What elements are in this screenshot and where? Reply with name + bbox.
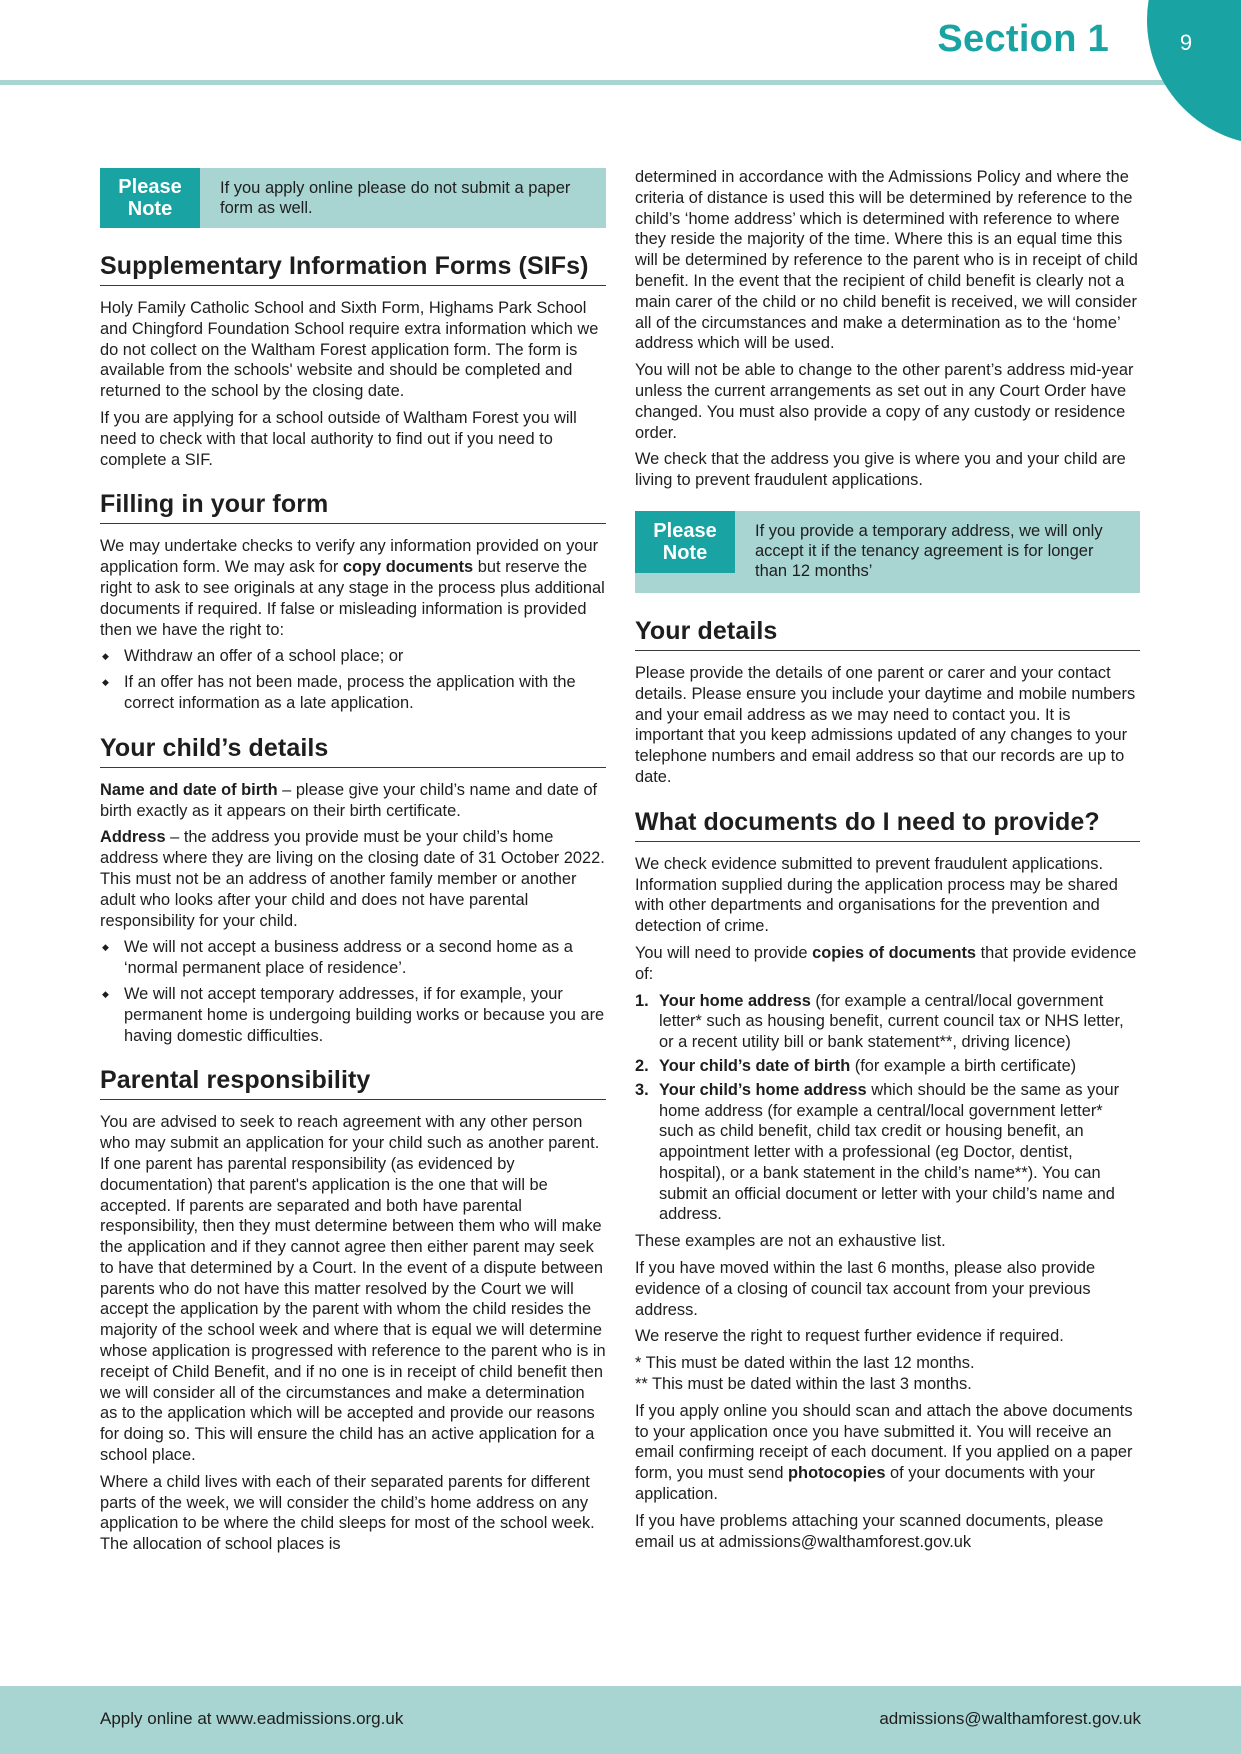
please-note-box: [635, 511, 1140, 593]
left-column: [100, 168, 606, 1561]
documents-paragraph: We check evidence submitted to prevent fraudulent applications. Information supplied during the application process may be shared with other departments and organisations for the prevention and detection of crime.: [635, 854, 1118, 936]
documents-paragraph: These examples are not an exhaustive list.: [635, 1232, 946, 1251]
right-column: [635, 167, 1140, 1558]
sif-heading: Supplementary Information Forms (SIFs): [100, 252, 606, 286]
list-item: ◆ Withdraw an offer of a school place; or: [100, 646, 606, 667]
documents-numbered-list: [635, 991, 1140, 1226]
please-note-text: If you apply online please do not submit a paper form as well.: [220, 179, 571, 217]
page-number: 9: [1179, 30, 1193, 55]
documents-heading: What documents do I need to provide?: [635, 808, 1140, 842]
documents-paragraph: You will need to provide copies of documents that provide evidence of:: [635, 943, 1137, 983]
documents-paragraph: We reserve the right to request further evidence if required.: [635, 1327, 1064, 1346]
continued-paragraph: We check that the address you give is where you and your child are living to prevent fraudulent applications.: [635, 450, 1126, 490]
child-details-heading: Your child’s details: [100, 734, 606, 768]
footer-email-link[interactable]: admissions@walthamforest.gov.uk: [879, 1709, 1141, 1728]
documents-paragraph: If you have problems attaching your scanned documents, please email us at admissions@walthamforest.gov.uk: [635, 1511, 1104, 1551]
child-name-paragraph: Name and date of birth – please give your child’s name and date of birth exactly as it appears on their birth certificate.: [100, 780, 598, 820]
parental-heading: Parental responsibility: [100, 1066, 606, 1100]
filling-bullet-list: [100, 646, 606, 713]
list-item: 3. Your child’s home address which should be the same as your home address (for example a central/local government letter* such as child benefit, child tax credit or housing benefit, an appointment letter with a professional (eg Doctor, dentist, hospital), or a bank statement in the child’s name**). You can submit an official document or letter with your child’s name and address.: [635, 1080, 1120, 1224]
corner-decoration: [1147, 0, 1241, 145]
footer-bar: [0, 1686, 1241, 1754]
list-item: 1. Your home address (for example a central/local government letter* such as housing benefit, current council tax or NHS letter, or a recent utility bill or bank statement**, driving licence): [635, 991, 1124, 1052]
footnotes: * This must be dated within the last 12 months. ** This must be dated within the last 3 months.: [635, 1354, 975, 1394]
continued-paragraph: You will not be able to change to the other parent’s address mid-year unless the current arrangements as set out in any Court Order have changed. You must also provide a copy of any custody or residence order.: [635, 361, 1134, 442]
section-title: Section 1: [937, 18, 1109, 60]
please-note-tag: Please Note: [100, 168, 200, 228]
list-item: ◆ We will not accept temporary addresses, if for example, your permanent home is undergoing building works or because you are having domestic difficulties.: [100, 984, 606, 1046]
filling-heading: Filling in your form: [100, 490, 606, 524]
list-item: ◆ We will not accept a business address or a second home as a ‘normal permanent place of residence’.: [100, 937, 606, 979]
list-item: ◆ If an offer has not been made, process the application with the correct information as a late application.: [100, 672, 606, 714]
please-note-tag: Please Note: [635, 511, 735, 573]
parental-paragraph: Where a child lives with each of their separated parents for different parts of the week, we will consider the child’s home address on any application to be where the child sleeps for most of the school week. The allocation of school places is: [100, 1472, 595, 1554]
please-note-text: If you provide a temporary address, we will only accept it if the tenancy agreement is for longer than 12 months’: [755, 521, 1103, 580]
sif-paragraph: If you are applying for a school outside of Waltham Forest you will need to check with that local authority to find out if you need to complete a SIF.: [100, 408, 577, 469]
your-details-paragraph: Please provide the details of one parent or carer and your contact details. Please ensure you include your daytime and mobile numbers and your email address as we may need to contact you. It is important that you keep admissions updated of any changes to your telephone numbers and email address so that our records are up to date.: [635, 663, 1136, 786]
child-bullet-list: [100, 937, 606, 1046]
continued-paragraph: determined in accordance with the Admissions Policy and where the criteria of distance is used this will be determined by reference to the child’s ‘home address’ which is determined with reference to where they reside the majority of the time. Where this is an equal time this will be determined by reference to the parent who is in receipt of child benefit. In the event that the recipient of child benefit is clearly not a main carer of the child or no child benefit is received, we will consider all of the circumstances and make a determination as to the ‘home’ address which will be used.: [635, 168, 1138, 353]
filling-paragraph: We may undertake checks to verify any information provided on your application form. We may ask for copy documents but reserve the right to ask to see originals at any stage in the process plus additional documents if required. If false or misleading information is provided then we have the right to:: [100, 537, 605, 639]
documents-paragraph: If you have moved within the last 6 months, please also provide evidence of a closing of council tax account from your previous address.: [635, 1259, 1096, 1319]
child-address-paragraph: Address – the address you provide must be your child’s home address where they are living on the closing date of 31 October 2022. This must not be an address of another family member or another adult who looks after your child and does not have parental responsibility for your child.: [100, 828, 605, 930]
header-rule: [0, 80, 1241, 85]
documents-paragraph: If you apply online you should scan and attach the above documents to your application once you have submitted it. You will receive an email confirming receipt of each document. If you applied on a paper form, you must send photocopies of your documents with your application.: [635, 1401, 1133, 1504]
sif-paragraph: Holy Family Catholic School and Sixth Form, Highams Park School and Chingford Foundation School require extra information which we do not collect on the Waltham Forest application form. The form is available from the schools' website and should be completed and returned to the school by the closing date.: [100, 299, 599, 401]
parental-paragraph: You are advised to seek to reach agreement with any other person who may submit an application for your child such as another parent. If one parent has parental responsibility (as evidenced by documentation) that parent's application is the one that will be accepted. If parents are separated and both have parental responsibility, then they must determine between them who will make the application and if they cannot agree then either parent may seek to have that determined by a Court. In the event of a dispute between parents who do not have this matter resolved by the Court we will accept the application by the parent with whom the child resides the majority of the school week and where that is equal we will determine whose application is progressed with reference to the parent who is in receipt of Child Benefit, and if no one is in receipt of child benefit then we will consider all of the circumstances and make a determination as to the application which will be accepted and provide our reasons for doing so. This will ensure the child has an active application for a school place.: [100, 1113, 606, 1465]
list-item: 2. Your child’s date of birth (for example a birth certificate): [635, 1056, 1077, 1075]
your-details-heading: Your details: [635, 617, 1140, 651]
footer-apply-online-link[interactable]: Apply online at www.eadmissions.org.uk: [100, 1709, 404, 1728]
please-note-box: [100, 168, 606, 228]
